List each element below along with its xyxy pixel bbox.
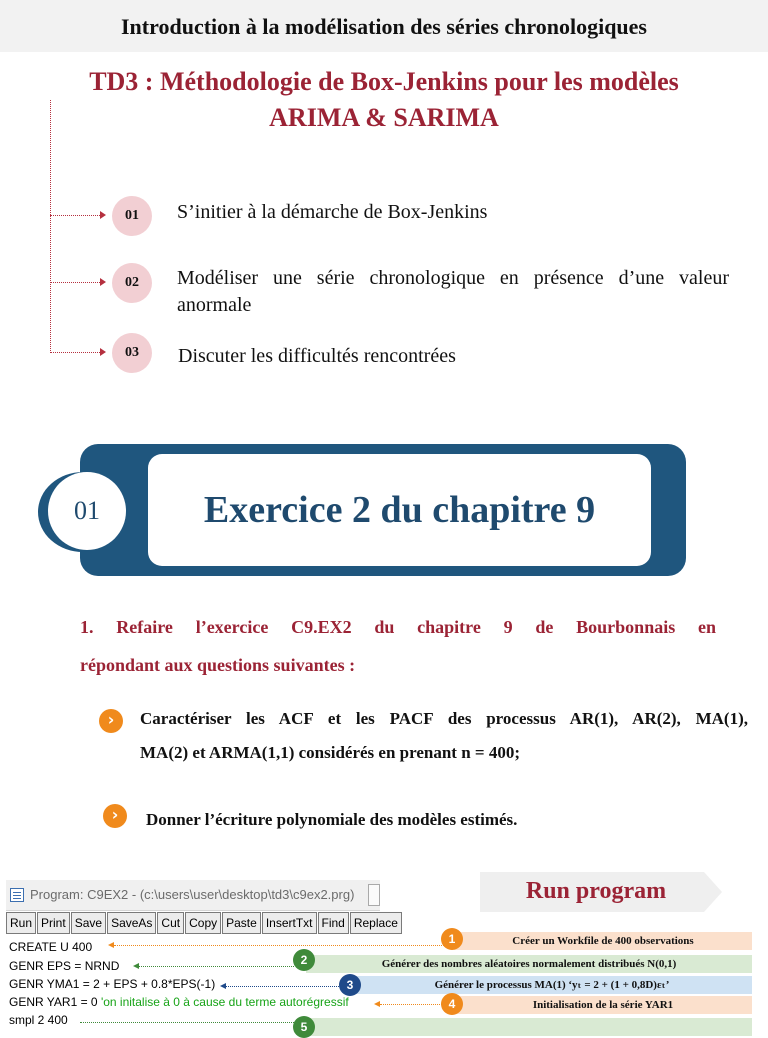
program-toolbar (6, 912, 398, 934)
outline-connector-2 (50, 282, 102, 283)
td-title-line2: ARIMA & SARIMA (269, 103, 499, 132)
code-line-4[interactable] (9, 995, 349, 1009)
chevron-right-icon: › (99, 709, 123, 733)
outline-connector-3 (50, 352, 102, 353)
code-line-3[interactable] (9, 977, 215, 991)
annotation-number-1: 1 (441, 928, 463, 950)
replace-button[interactable]: Replace (350, 912, 402, 934)
outline-item-2: Modéliser une série chronologique en présence d’une valeur anormale (177, 267, 729, 316)
code-line-1[interactable] (9, 940, 92, 954)
outline-number-3: 03 (112, 333, 152, 373)
arrow-right-icon (100, 211, 106, 219)
run-program-label: Run program (525, 878, 667, 904)
run-button[interactable]: Run (6, 912, 36, 934)
bullet-item-2: Donner l’écriture polynomiale des modèles estimés. (146, 810, 518, 829)
code-line-2[interactable] (9, 959, 119, 973)
code-comment: 'on initalise à 0 à cause du terme autorégressif (100, 995, 349, 1009)
arrow-left-icon (374, 1001, 380, 1007)
program-file-icon (10, 888, 24, 902)
annotation-2: Générer des nombres aléatoires normalement distribués N(0,1) (306, 955, 752, 973)
annotation-4: Initialisation de la série YAR1 (454, 996, 752, 1014)
annotation-number-5: 5 (293, 1016, 315, 1038)
code-text: GENR YMA1 = 2 + EPS + 0.8*EPS(-1) (9, 977, 216, 991)
bullet-item-1-line2: MA(2) et ARMA(1,1) considérés en prenant n = 400; (140, 743, 521, 762)
arrow-left-icon (108, 942, 114, 948)
outline-connector-1 (50, 215, 102, 216)
exercise-question (80, 608, 716, 684)
save-as-button[interactable]: SaveAs (107, 912, 156, 934)
annotation-number-4: 4 (441, 993, 463, 1015)
question-line2: répondant aux questions suivantes : (80, 655, 356, 675)
banner-number: 01 (48, 472, 126, 550)
chevron-right-icon: › (103, 804, 127, 828)
annotation-connector-2 (139, 966, 294, 967)
annotation-connector-5 (80, 1022, 294, 1023)
td-title (20, 64, 748, 136)
print-button[interactable]: Print (37, 912, 70, 934)
code-text: GENR EPS = NRND (9, 959, 120, 973)
insert-text-button[interactable]: InsertTxt (262, 912, 317, 934)
arrow-left-icon (220, 983, 226, 989)
outline-number-1: 01 (112, 196, 152, 236)
copy-button[interactable]: Copy (185, 912, 221, 934)
save-button[interactable]: Save (71, 912, 106, 934)
annotation-connector-3 (226, 986, 341, 987)
code-text: CREATE U 400 (9, 940, 93, 954)
arrow-left-icon (133, 963, 139, 969)
annotation-connector-1 (114, 945, 444, 946)
annotation-number-3: 3 (339, 974, 361, 996)
code-text: GENR YAR1 = 0 (9, 995, 101, 1009)
window-titlebar (6, 880, 380, 911)
course-title: Introduction à la modélisation des séries chronologiques (120, 14, 647, 39)
arrow-right-icon (100, 278, 106, 286)
outline-item-1: S’initier à la démarche de Box-Jenkins (177, 201, 488, 223)
td-title-line1: TD3 : Méthodologie de Box-Jenkins pour les modèles (89, 67, 679, 96)
exercise-title: Exercice 2 du chapitre 9 (203, 489, 596, 531)
annotation-number-2: 2 (293, 949, 315, 971)
outline-connector-vertical (50, 100, 51, 353)
question-line1: 1. Refaire l’exercice C9.EX2 du chapitre 9 de Bourbonnais en (80, 617, 716, 637)
maximize-button[interactable] (368, 884, 380, 906)
find-button[interactable]: Find (318, 912, 349, 934)
annotation-1: Créer un Workfile de 400 observations (454, 932, 752, 950)
window-title: Program: C9EX2 - (c:\users\user\desktop\td3\c9ex2.prg) (30, 887, 355, 902)
code-text: smpl 2 400 (9, 1013, 68, 1027)
outline-item-3: Discuter les difficultés rencontrées (178, 345, 456, 367)
cut-button[interactable]: Cut (157, 912, 184, 934)
paste-button[interactable]: Paste (222, 912, 261, 934)
program-window (6, 880, 398, 1027)
annotation-connector-4 (380, 1004, 442, 1005)
arrow-right-icon (100, 348, 106, 356)
bullet-item-1-line1: Caractériser les ACF et les PACF des processus AR(1), AR(2), MA(1), (140, 709, 748, 728)
bullet-item-1 (140, 702, 748, 770)
code-line-5[interactable] (9, 1013, 68, 1027)
annotation-5 (306, 1018, 752, 1036)
outline-number-2: 02 (112, 263, 152, 303)
annotation-3: Générer le processus MA(1) ‘yₜ = 2 + (1 + 0,8D)εₜ’ (352, 976, 752, 994)
